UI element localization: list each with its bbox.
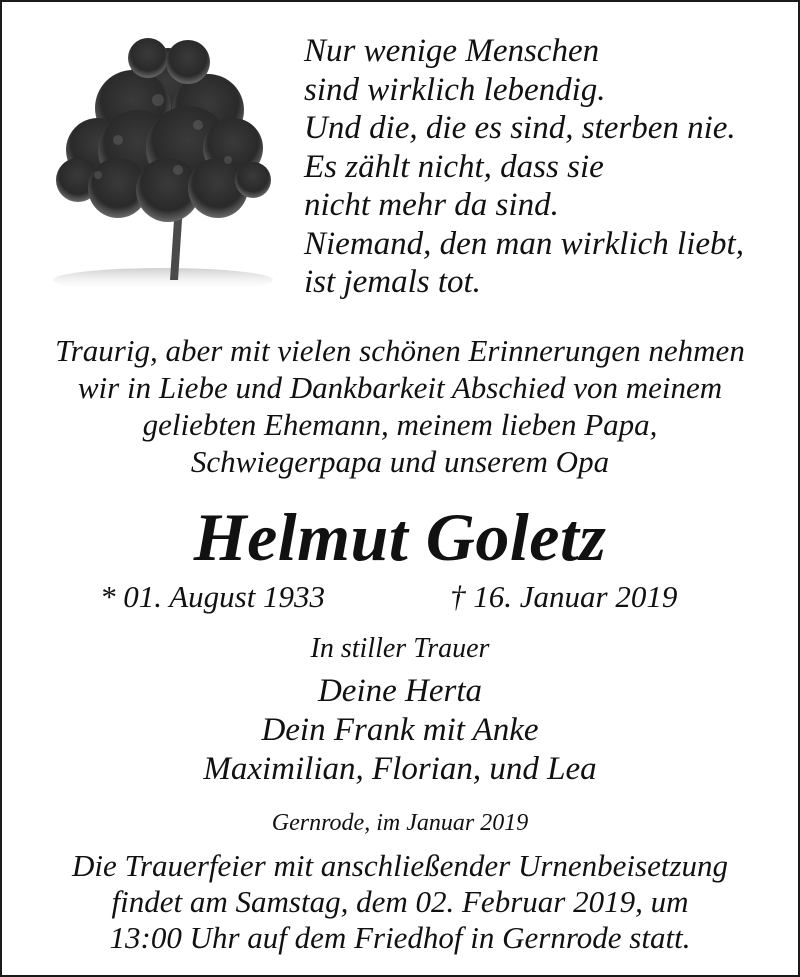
family-list — [2, 672, 798, 789]
family-member: Deine Herta — [317, 673, 483, 709]
funeral-line: 13:00 Uhr auf dem Friedhof in Gernrode statt. — [109, 920, 691, 955]
funeral-line: Die Trauerfeier mit anschließender Urnenbeisetzung — [71, 848, 729, 883]
deceased-name: Helmut Goletz — [193, 499, 607, 575]
mourning-heading: In stiller Trauer — [310, 633, 490, 664]
birth-date: * 01. August 1933 — [100, 579, 326, 614]
funeral-info — [2, 848, 798, 956]
poem-line: nicht mehr da sind. — [304, 187, 559, 223]
poem-line: sind wirklich lebendig. — [304, 71, 606, 108]
poem — [304, 32, 784, 302]
poem-line: Und die, die es sind, sterben nie. — [304, 110, 736, 146]
funeral-line: findet am Samstag, dem 02. Februar 2019, um — [111, 884, 689, 919]
poem-line: ist jemals tot. — [304, 264, 481, 300]
poem-line: Niemand, den man wirklich liebt, — [304, 225, 744, 262]
tree-icon — [38, 30, 278, 300]
family-member: Maximilian, Florian, und Lea — [203, 751, 597, 787]
death-date: † 16. Januar 2019 — [450, 579, 678, 614]
intro-line: wir in Liebe und Dankbarkeit Abschied von meinem — [77, 370, 723, 405]
poem-line: Nur wenige Menschen — [304, 33, 600, 69]
intro-line: geliebten Ehemann, meinem lieben Papa, — [142, 407, 658, 442]
intro-line: Traurig, aber mit vielen schönen Erinnerungen nehmen — [55, 333, 745, 368]
place-date: Gernrode, im Januar 2019 — [271, 810, 529, 836]
poem-line: Es zählt nicht, dass sie — [304, 148, 604, 185]
intro-text — [2, 332, 798, 480]
family-member: Dein Frank mit Anke — [261, 712, 539, 748]
intro-line: Schwiegerpapa und unserem Opa — [190, 444, 610, 479]
